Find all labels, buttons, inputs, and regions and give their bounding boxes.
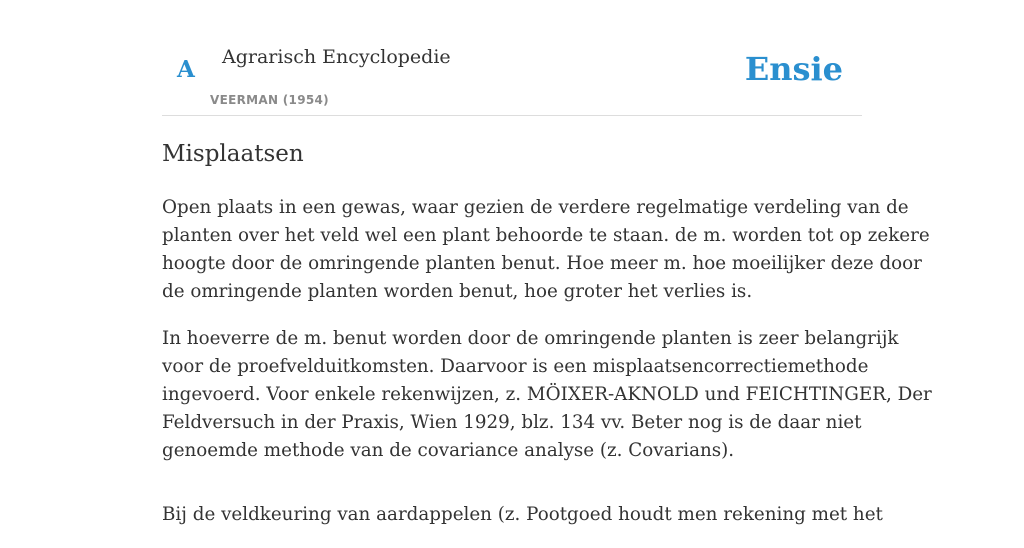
book-author: VEERMAN (1954) — [210, 93, 329, 107]
paragraph-line: de omringende planten worden benut, hoe groter het verlies is. — [162, 281, 753, 302]
entry-paragraph-3 — [162, 501, 883, 529]
entry-paragraph-1 — [162, 194, 930, 306]
paragraph-line: hoogte door de omringende planten benut. Hoe meer m. hoe moeilijker deze door — [162, 253, 922, 274]
paragraph-line: ingevoerd. Voor enkele rekenwijzen, z. MÖIXER-AKNOLD und FEICHTINGER, Der — [162, 384, 932, 405]
paragraph-line: planten over het veld wel een plant behoorde te staan. de m. worden tot op zekere — [162, 225, 930, 246]
paragraph-line: genoemde methode van de covariance analyse (z. Covarians). — [162, 440, 735, 461]
page-header — [162, 40, 862, 116]
entry-content — [162, 138, 932, 548]
book-title-link[interactable]: Agrarisch Encyclopedie — [222, 46, 451, 68]
paragraph-line: Bij de veldkeuring van aardappelen (z. Pootgoed houdt men rekening met het — [162, 504, 883, 525]
paragraph-line: Feldversuch in der Praxis, Wien 1929, blz. 134 vv. Beter nog is de daar niet — [162, 412, 862, 433]
paragraph-line: In hoeverre de m. benut worden door de omringende planten is zeer belangrijk — [162, 328, 899, 349]
paragraph-line: voor de proefvelduitkomsten. Daarvoor is een misplaatsencorrectiemethode — [162, 356, 869, 377]
ensie-logo[interactable]: Ensie — [744, 50, 843, 88]
entry-title: Misplaatsen — [162, 141, 304, 167]
book-logo-letter[interactable]: A — [177, 56, 195, 83]
entry-paragraph-2 — [162, 325, 932, 465]
paragraph-line: Open plaats in een gewas, waar gezien de verdere regelmatige verdeling van de — [162, 197, 909, 218]
